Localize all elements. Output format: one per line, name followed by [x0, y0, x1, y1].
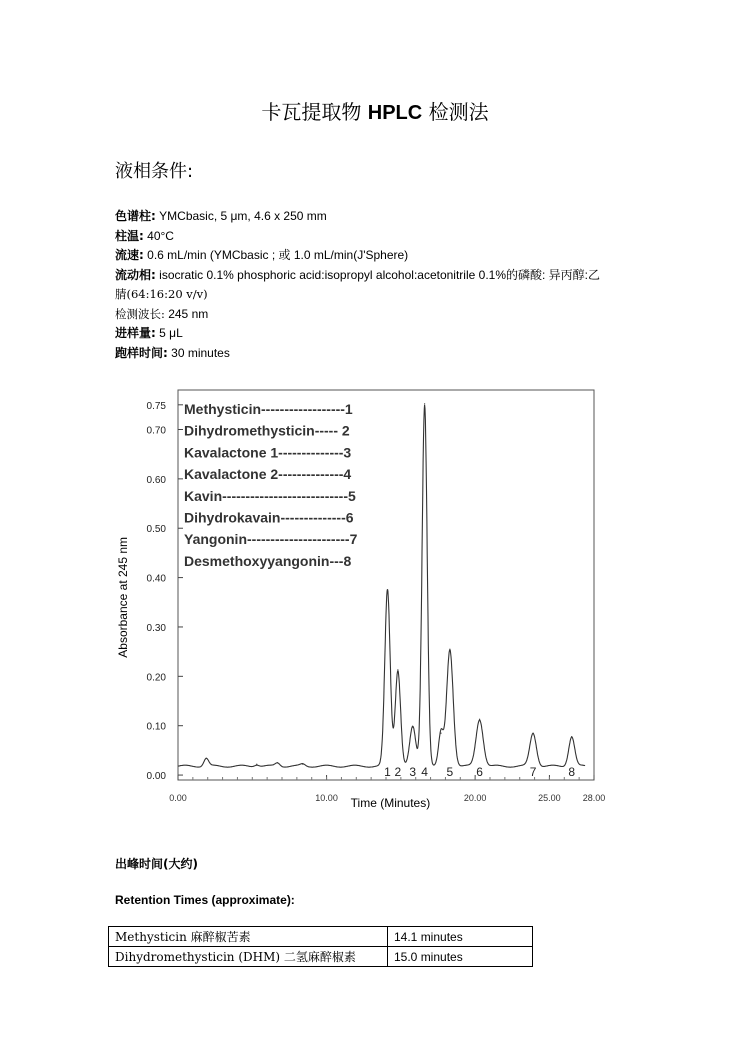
y-tick-label: 0.10	[146, 721, 166, 733]
legend-entry: Dihydromethysticin----- 2	[184, 422, 350, 439]
condition-mobile-phase: 流动相: isocratic 0.1% phosphoric acid:isopropyl alcohol:acetonitrile 0.1%的磷酸: 异丙醇:乙	[115, 267, 601, 282]
legend-entry: Kavalactone 1--------------3	[184, 444, 352, 461]
legend-entry: Yangonin----------------------7	[184, 531, 358, 548]
y-tick-label: 0.70	[146, 425, 166, 437]
table-row	[109, 947, 533, 967]
legend-entry: Kavin---------------------------5	[184, 487, 356, 504]
peak-apex	[449, 649, 450, 650]
condition-flow-rate: 流速: 0.6 mL/min (YMCbasic ; 或 1.0 mL/min(J'Sphere)	[115, 248, 409, 262]
peak-label: 7	[529, 765, 537, 779]
section-heading-lc-conditions: 液相条件:	[115, 161, 194, 182]
legend-entry: Dihydrokavain--------------6	[184, 509, 354, 526]
condition-column: 色谱柱: YMCbasic, 5 μm, 4.6 x 250 mm	[115, 209, 327, 223]
peak-label: 1	[384, 765, 391, 779]
y-tick-label: 0.60	[146, 474, 166, 486]
y-tick-label: 0.20	[146, 672, 166, 684]
peak-apex	[412, 727, 413, 728]
y-tick-label: 0.75	[146, 400, 166, 412]
x-tick-label: 28.00	[582, 793, 606, 803]
peak-apex	[440, 733, 441, 734]
peak-apex	[387, 589, 388, 590]
retention-heading-en: Retention Times (approximate):	[115, 893, 295, 907]
condition-injection-volume: 进样量: 5 μL	[115, 326, 183, 340]
legend-entry: Kavalactone 2--------------4	[184, 466, 352, 483]
peak-label: 4	[421, 765, 428, 779]
peak-labels	[384, 765, 575, 779]
x-tick-label: 10.00	[315, 793, 338, 803]
x-tick-label: 20.00	[463, 793, 487, 803]
compound-cell: Dihydromethysticin (DHM) 二氢麻醉椒素	[109, 947, 388, 967]
peak-label: 5	[446, 765, 454, 779]
peak-apex	[302, 764, 303, 765]
time-cell: 14.1 minutes	[388, 927, 533, 947]
peak-apex	[571, 736, 572, 737]
compound-cell: Methysticin 麻醉椒苦素	[109, 927, 388, 947]
peak-label: 6	[476, 765, 483, 779]
condition-mobile-phase-cont: 腈(64:16:20 v/v)	[115, 287, 208, 301]
x-tick-label: 0.00	[169, 793, 187, 803]
peak-apex	[424, 403, 425, 404]
y-tick-label: 0.50	[146, 524, 166, 536]
x-axis-label: Time (Minutes)	[350, 796, 431, 810]
peak-apex	[256, 764, 257, 765]
peak-apex	[206, 758, 207, 759]
chromatogram-chart	[110, 380, 610, 815]
peak-label: 8	[568, 765, 576, 779]
legend-entry: Methysticin------------------1	[184, 401, 353, 417]
chart-legend	[184, 401, 358, 569]
retention-table	[108, 926, 533, 967]
conditions-list	[115, 207, 645, 363]
y-tick-label: 0.40	[146, 573, 166, 585]
peak-apex	[397, 669, 398, 670]
peak-apex	[277, 762, 278, 763]
condition-temperature: 柱温: 40°C	[115, 228, 174, 243]
peak-label: 3	[409, 765, 417, 779]
page-title: 卡瓦提取物 HPLC 检测法	[261, 100, 489, 124]
x-tick-label: 25.00	[538, 793, 561, 803]
peak-apex	[532, 733, 533, 734]
peak-label: 2	[394, 765, 402, 779]
peak-apex	[479, 719, 480, 720]
legend-entry: Desmethoxyyangonin---8	[184, 552, 352, 569]
time-cell: 15.0 minutes	[388, 947, 533, 967]
condition-run-time: 跑样时间: 30 minutes	[115, 345, 230, 360]
condition-wavelength: 检测波长: 245 nm	[115, 306, 209, 321]
retention-heading-cn: 出峰时间(大约)	[115, 857, 198, 871]
y-tick-label: 0.30	[146, 622, 166, 634]
table-row	[109, 927, 533, 947]
y-axis-label: Absorbance at 245 nm	[116, 536, 130, 658]
y-tick-label: 0.00	[146, 771, 166, 783]
